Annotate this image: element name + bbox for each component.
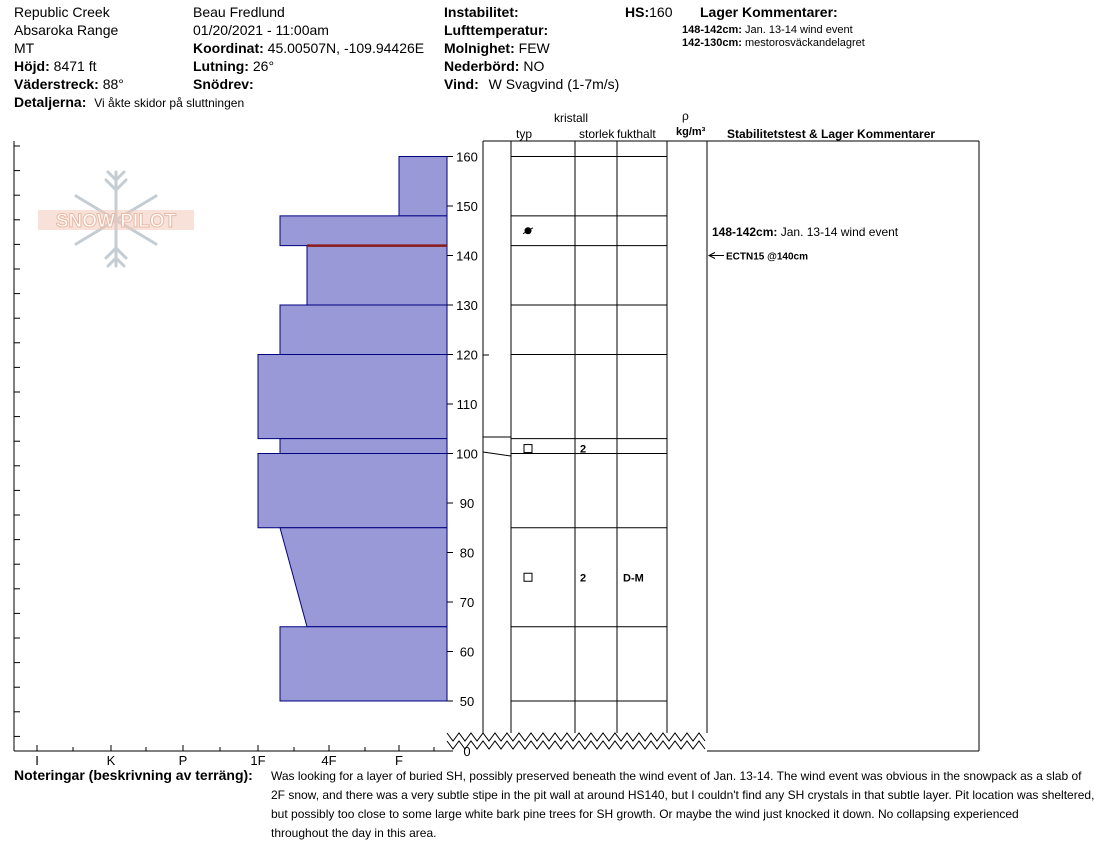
- hardness-layer: [399, 157, 447, 216]
- aspect-value: 88°: [102, 76, 124, 92]
- details-label: Detaljerna:: [14, 94, 87, 110]
- drift-label: Snödrev:: [193, 76, 254, 92]
- faceted-crystal-icon: [524, 573, 532, 581]
- hardness-layer: [280, 439, 447, 454]
- sky-value: FEW: [518, 40, 550, 56]
- wind-value: W Svagvind (1-7m/s): [488, 76, 620, 92]
- depth-tick-label: 60: [459, 644, 475, 660]
- coord-label: Koordinat:: [193, 40, 264, 56]
- rho-header: ρ: [682, 109, 689, 123]
- datetime: 01/20/2021 - 11:00am: [193, 22, 329, 38]
- airtemp-label: Lufttemperatur:: [444, 22, 549, 38]
- layer-comment-text: Jan. 13-14 wind event: [745, 24, 853, 36]
- depth-tick-label: 110: [456, 397, 478, 412]
- hardness-tick-label: P: [178, 753, 188, 768]
- crystal-moisture: D-M: [623, 572, 644, 585]
- hardness-tick-label: I: [35, 753, 39, 768]
- depth-tick-label: 130: [456, 298, 478, 313]
- depth-tick-label: 0: [463, 744, 471, 759]
- elevation-label: Höjd:: [14, 58, 50, 74]
- faceted-crystal-icon: [524, 445, 532, 453]
- hardness-layer: [258, 355, 447, 439]
- hardness-layer: [280, 305, 447, 355]
- axis-break: [447, 741, 705, 749]
- layer-connector: [483, 452, 511, 456]
- hardness-tick-label: F: [395, 753, 403, 768]
- hardness-layer: [258, 454, 447, 528]
- hs-label: HS:: [625, 4, 650, 20]
- hardness-layer: [280, 528, 447, 627]
- depth-tick-label: 100: [456, 446, 478, 462]
- mountain-range: Absaroka Range: [14, 22, 119, 38]
- depth-tick-label: 90: [459, 496, 475, 511]
- state: MT: [14, 40, 35, 56]
- hs-value: 160: [649, 4, 673, 20]
- notes-text: [271, 767, 1094, 843]
- crystal-size: 2: [580, 572, 587, 585]
- depth-tick-label: 80: [459, 545, 475, 561]
- elevation-value: 8471 ft: [53, 58, 97, 74]
- sky-label: Molnighet:: [444, 40, 515, 56]
- layer-comment-text: mestorosväckandelagret: [745, 37, 865, 49]
- notes-line: but possibly too close to some large white bark pine trees for SH growth. Or maybe the wind just knocked it down. No collapsing experienced: [271, 807, 1019, 821]
- hardness-layer: [280, 627, 447, 701]
- precip-value: NO: [523, 58, 545, 74]
- instability-label: Instabilitet:: [444, 4, 519, 20]
- stability-test-label: ECTN15 @140cm: [726, 251, 809, 263]
- details-value: Vi åkte skidor på sluttningen: [94, 96, 245, 110]
- depth-tick-label: 140: [456, 248, 478, 264]
- crystal-header: kristall: [554, 111, 589, 125]
- notes-line: Was looking for a layer of buried SH, possibly preserved beneath the wind event of Jan. 13-14. The wind event was obvious in the snowpack as a slab of: [271, 769, 1082, 783]
- layer-annotation: 148-142cm: Jan. 13-14 wind event: [712, 224, 899, 239]
- axis-break: [447, 733, 705, 741]
- location: Republic Creek: [14, 4, 110, 20]
- notes-line: 2F snow, and there was a very subtle stipe in the pit wall at around HS140, but I couldn't find any SH crystals in that subtle layer. Pit location was sheltered,: [271, 788, 1094, 802]
- notes-label: Noteringar (beskrivning av terräng):: [14, 767, 253, 783]
- hardness-tick-label: 1F: [250, 753, 266, 768]
- logo-text: SNOW PILOT: [55, 211, 177, 232]
- depth-tick-label: 160: [456, 149, 478, 165]
- notes-line: throughout the day in this area.: [271, 826, 437, 840]
- depth-tick-label: 150: [456, 199, 478, 214]
- precip-label: Nederbörd:: [444, 58, 520, 74]
- wind-label: Vind:: [444, 76, 479, 92]
- size-header: storlek: [579, 127, 615, 141]
- slope-label: Lutning:: [193, 58, 249, 74]
- depth-tick-label: 50: [459, 694, 475, 709]
- layer-comment-range: 142-130cm:: [682, 37, 742, 49]
- aspect-label: Väderstreck:: [14, 76, 99, 92]
- layer-comments-title: Lager Kommentarer:: [700, 4, 838, 20]
- coord-value: 45.00507N, -109.94426E: [267, 40, 425, 56]
- hardness-tick-label: K: [106, 753, 116, 768]
- type-header: typ: [516, 127, 533, 141]
- depth-tick-label: 120: [456, 347, 478, 363]
- observer: Beau Fredlund: [193, 4, 285, 20]
- depth-tick-label: 70: [459, 595, 475, 610]
- hardness-layer: [280, 216, 447, 246]
- crystal-size: 2: [580, 443, 587, 456]
- moisture-header: fukthalt: [617, 127, 656, 141]
- slope-value: 26°: [252, 58, 275, 74]
- stability-header: Stabilitetstest & Lager Kommentarer: [727, 127, 936, 141]
- density-unit-header: kg/m³: [676, 126, 706, 138]
- hardness-layer: [307, 246, 447, 305]
- hardness-tick-label: 4F: [321, 753, 337, 768]
- layer-comment-range: 148-142cm:: [682, 24, 742, 36]
